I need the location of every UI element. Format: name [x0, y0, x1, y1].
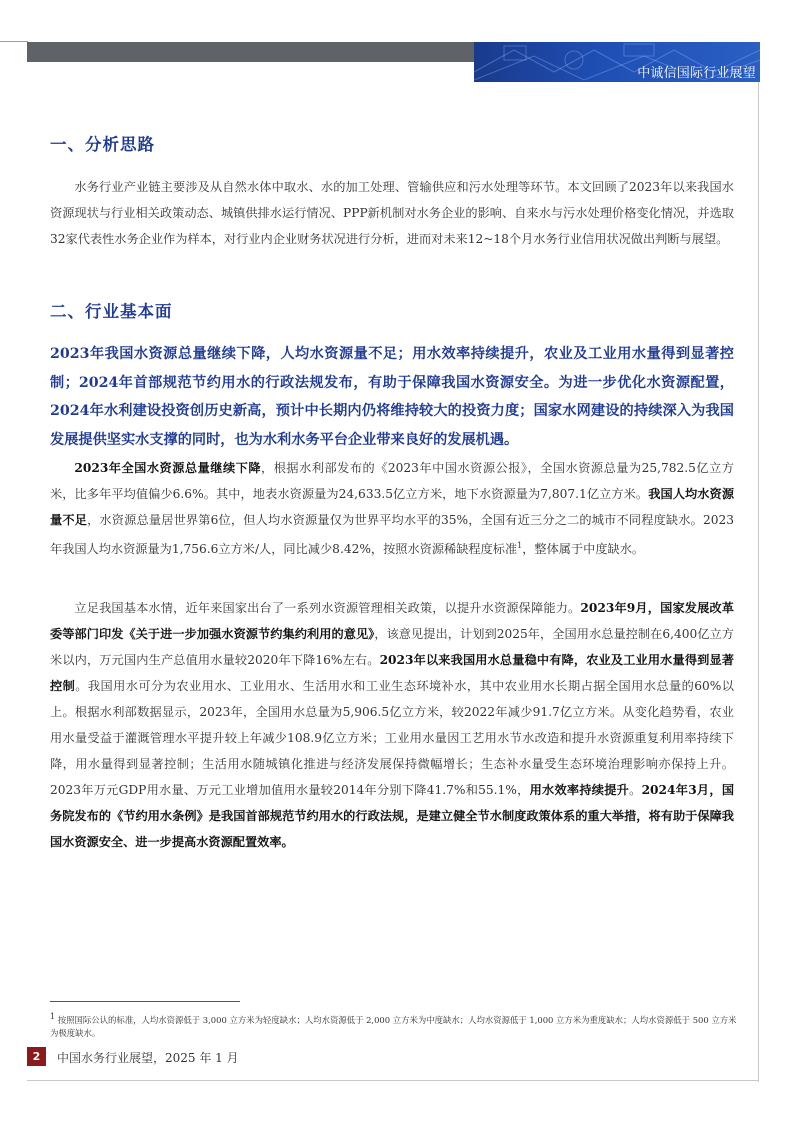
text-run: 。 [629, 783, 642, 797]
bold-phrase: 2023年以来我国用水总量稳中有降，农业及工业用水量得到显著控制 [50, 653, 734, 693]
footnote [50, 1010, 738, 1040]
footnote-mark: 1 [50, 1012, 56, 1021]
footer-title: 中国水务行业展望，2025 年 1 月 [57, 1051, 239, 1065]
footnote-text: 按照国际公认的标准，人均水资源低于 3,000 立方米为轻度缺水；人均水资源低于 2,000 立方米为中度缺水；人均水资源低于 1,000 立方米为重度缺水；人均水资源低于 500 立方米为极度缺水。 [50, 1014, 737, 1038]
bold-phrase: 2024年3月，国务院发布的《节约用水条例》是我国首部规范节约用水的行政法规，是建立健全节水制度政策体系的重大举措，将有助于保障我国水资源安全、进一步提高水资源配置效率。 [50, 783, 735, 849]
text-run: ，水资源总量居世界第6位，但人均水资源量仅为世界平均水平的35%，全国有近三分之二的城市不同程度缺水。2023年我国人均水资源量为1,756.6立方米/人，同比减少8.42%，按照水资源稀缺程度标准 [50, 513, 735, 557]
text-run: ，整体属于中度缺水。 [522, 542, 645, 557]
section1-paragraph: 水务行业产业链主要涉及从自然水体中取水、水的加工处理、管输供应和污水处理等环节。本文回顾了2023年以来我国水资源现状与行业相关政策动态、城镇供排水运行情况、PPP新机制对水务企业的影响、自来水与污水处理价格变化情况，并选取32家代表性水务企业作为样本，对行业内企业财务状况进行分析，进而对未来12~18个月水务行业信用状况做出判断与展望。 [50, 180, 734, 246]
section1-heading: 一、分析思路 [50, 135, 155, 154]
bold-phrase: 用水效率持续提升 [529, 783, 630, 797]
text-run: ，根据水利部发布的《2023年中国水资源公报》，全国水资源总量为25,782.5亿立方米，比多年平均值偏少6.6%。其中，地表水资源量为24,633.5亿立方米，地下水资源量为7,807.1亿立方米。 [50, 461, 734, 501]
header-bar [27, 42, 475, 62]
footnote-divider [50, 1001, 240, 1002]
header-left-rule [0, 41, 28, 42]
bold-phrase: 2023年全国水资源总量继续下降 [74, 461, 262, 475]
bold-phrase: 2023年9月，国家发展改革委等部门印发《关于进一步加强水资源节约集约利用的意见》 [50, 601, 734, 641]
water-resources-paragraph [50, 455, 734, 562]
text-run: ，该意见提出，计划到2025年，全国用水总量控制在6,400亿立方米以内，万元国内生产总值用水量较2020年下降16%左右。 [50, 627, 734, 667]
section2-lead-summary: 2023年我国水资源总量继续下降，人均水资源量不足；用水效率持续提升，农业及工业用水量得到显著控制；2024年首部规范节约用水的行政法规发布，有助于保障我国水资源安全。为进一步优化水资源配置，2024年水利建设投资创历史新高，预计中长期内仍将维持较大的投资力度；国家水网建设的持续深入为我国发展提供坚实水支撑的同时，也为水利水务平台企业带来良好的发展机遇。 [50, 346, 734, 448]
header-title: 中诚信国际行业展望 [637, 66, 756, 81]
page-number-badge: 2 [27, 1047, 46, 1066]
footer-rule [27, 1080, 759, 1081]
text-run: 立足我国基本水情，近年来国家出台了一系列水资源管理相关政策，以提升水资源保障能力。 [74, 601, 581, 615]
header-band [474, 42, 760, 82]
footnote-ref[interactable]: 1 [517, 541, 523, 550]
water-policy-paragraph [50, 595, 734, 855]
text-run: 。我国用水可分为农业用水、工业用水、生活用水和工业生态环境补水，其中农业用水长期占据全国用水总量的60%以上。根据水利部数据显示，2023年，全国用水总量为5,906.5亿立方米，较2022年减少91.7亿立方米。从变化趋势看，农业用水量受益于灌溉管理水平提升较上年减少108.9亿立方米；工业用水量因工艺用水节水改造和提升水资源重复利用率持续下降，用水量得到显著控制；生活用水随城镇化推进与经济发展保持微幅增长；生态补水量受生态环境治理影响亦保持上升。2023年万元GDP用水量、万元工业增加值用水量较2014年分别下降41.7%和55.1%， [50, 679, 734, 797]
section2-heading: 二、行业基本面 [50, 302, 173, 321]
bold-phrase: 我国人均水资源量不足 [50, 487, 735, 527]
right-margin-rule [758, 82, 759, 1082]
